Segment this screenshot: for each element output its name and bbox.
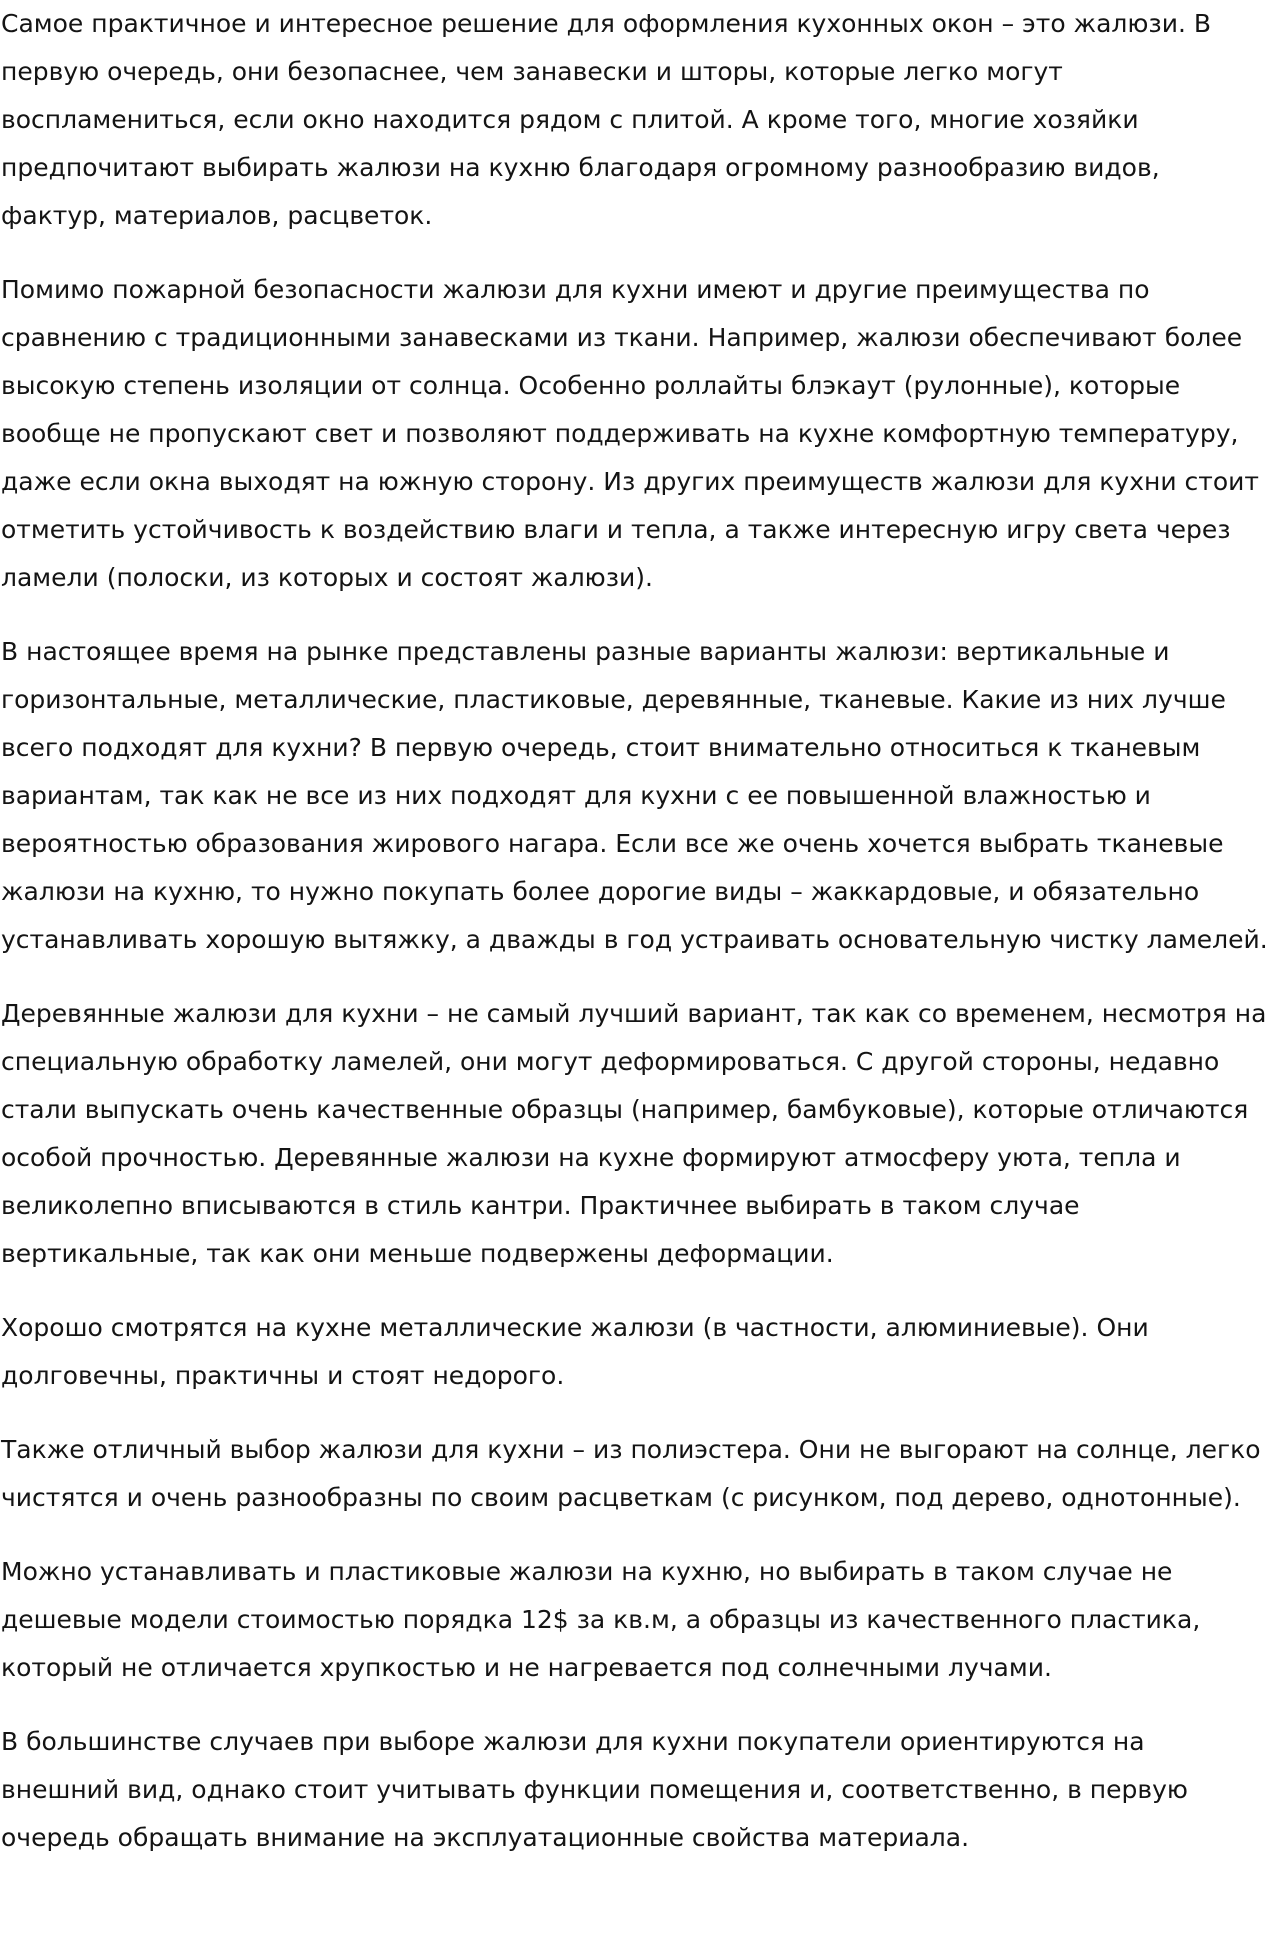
paragraph-polyester: Также отличный выбор жалюзи для кухни – из полиэстера. Они не выгорают на солнце, легко чистятся и очень разнообразны по своим расцветкам (с рисунком, под дерево, однотонные). (1, 1435, 1261, 1512)
paragraph-types: В настоящее время на рынке представлены разные варианты жалюзи: вертикальные и горизонтальные, металлические, пластиковые, деревянные, тканевые. Какие из них лучше всего подходят для кухни? В первую очередь, стоит внимательно относиться к тканевым вариантам, так как не все из них подходят для кухни с ее повышенной влажностью и вероятностью образования жирового нагара. Если все же очень хочется выбрать тканевые жалюзи на кухню, то нужно покупать более дорогие виды – жаккардовые, и обязательно устанавливать хорошую вытяжку, а дважды в год устраивать основательную чистку ламелей. (1, 637, 1268, 954)
paragraph-wooden: Деревянные жалюзи для кухни – не самый лучший вариант, так как со временем, несмотря на специальную обработку ламелей, они могут деформироваться. С другой стороны, недавно стали выпускать очень качественные образцы (например, бамбуковые), которые отличаются особой прочностью. Деревянные жалюзи на кухне формируют атмосферу уюта, тепла и великолепно вписываются в стиль кантри. Практичнее выбирать в таком случае вертикальные, так как они меньше подвержены деформации. (1, 999, 1267, 1268)
paragraph-advantages: Помимо пожарной безопасности жалюзи для кухни имеют и другие преимущества по сравнению с традиционными занавесками из ткани. Например, жалюзи обеспечивают более высокую степень изоляции от солнца. Особенно роллайты блэкаут (рулонные), которые вообще не пропускают свет и позволяют поддерживать на кухне комфортную температуру, даже если окна выходят на южную сторону. Из других преимуществ жалюзи для кухни стоит отметить устойчивость к воздействию влаги и тепла, а также интересную игру света через ламели (полоски, из которых и состоят жалюзи). (1, 275, 1259, 592)
paragraph-conclusion: В большинстве случаев при выборе жалюзи для кухни покупатели ориентируются на внешний вид, однако стоит учитывать функции помещения и, соответственно, в первую очередь обращать внимание на эксплуатационные свойства материала. (1, 1727, 1188, 1852)
paragraph-plastic: Можно устанавливать и пластиковые жалюзи на кухню, но выбирать в таком случае не дешевые модели стоимостью порядка 12$ за кв.м, а образцы из качественного пластика, который не отличается хрупкостью и не нагревается под солнечными лучами. (1, 1557, 1201, 1682)
paragraph-intro: Самое практичное и интересное решение для оформления кухонных окон – это жалюзи. В первую очередь, они безопаснее, чем занавески и шторы, которые легко могут воспламениться, если окно находится рядом с плитой. А кроме того, многие хозяйки предпочитают выбирать жалюзи на кухню благодаря огромному разнообразию видов, фактур, материалов, расцветок. (1, 9, 1212, 230)
paragraph-metal: Хорошо смотрятся на кухне металлические жалюзи (в частности, алюминиевые). Они долговечны, практичны и стоят недорого. (1, 1313, 1149, 1390)
